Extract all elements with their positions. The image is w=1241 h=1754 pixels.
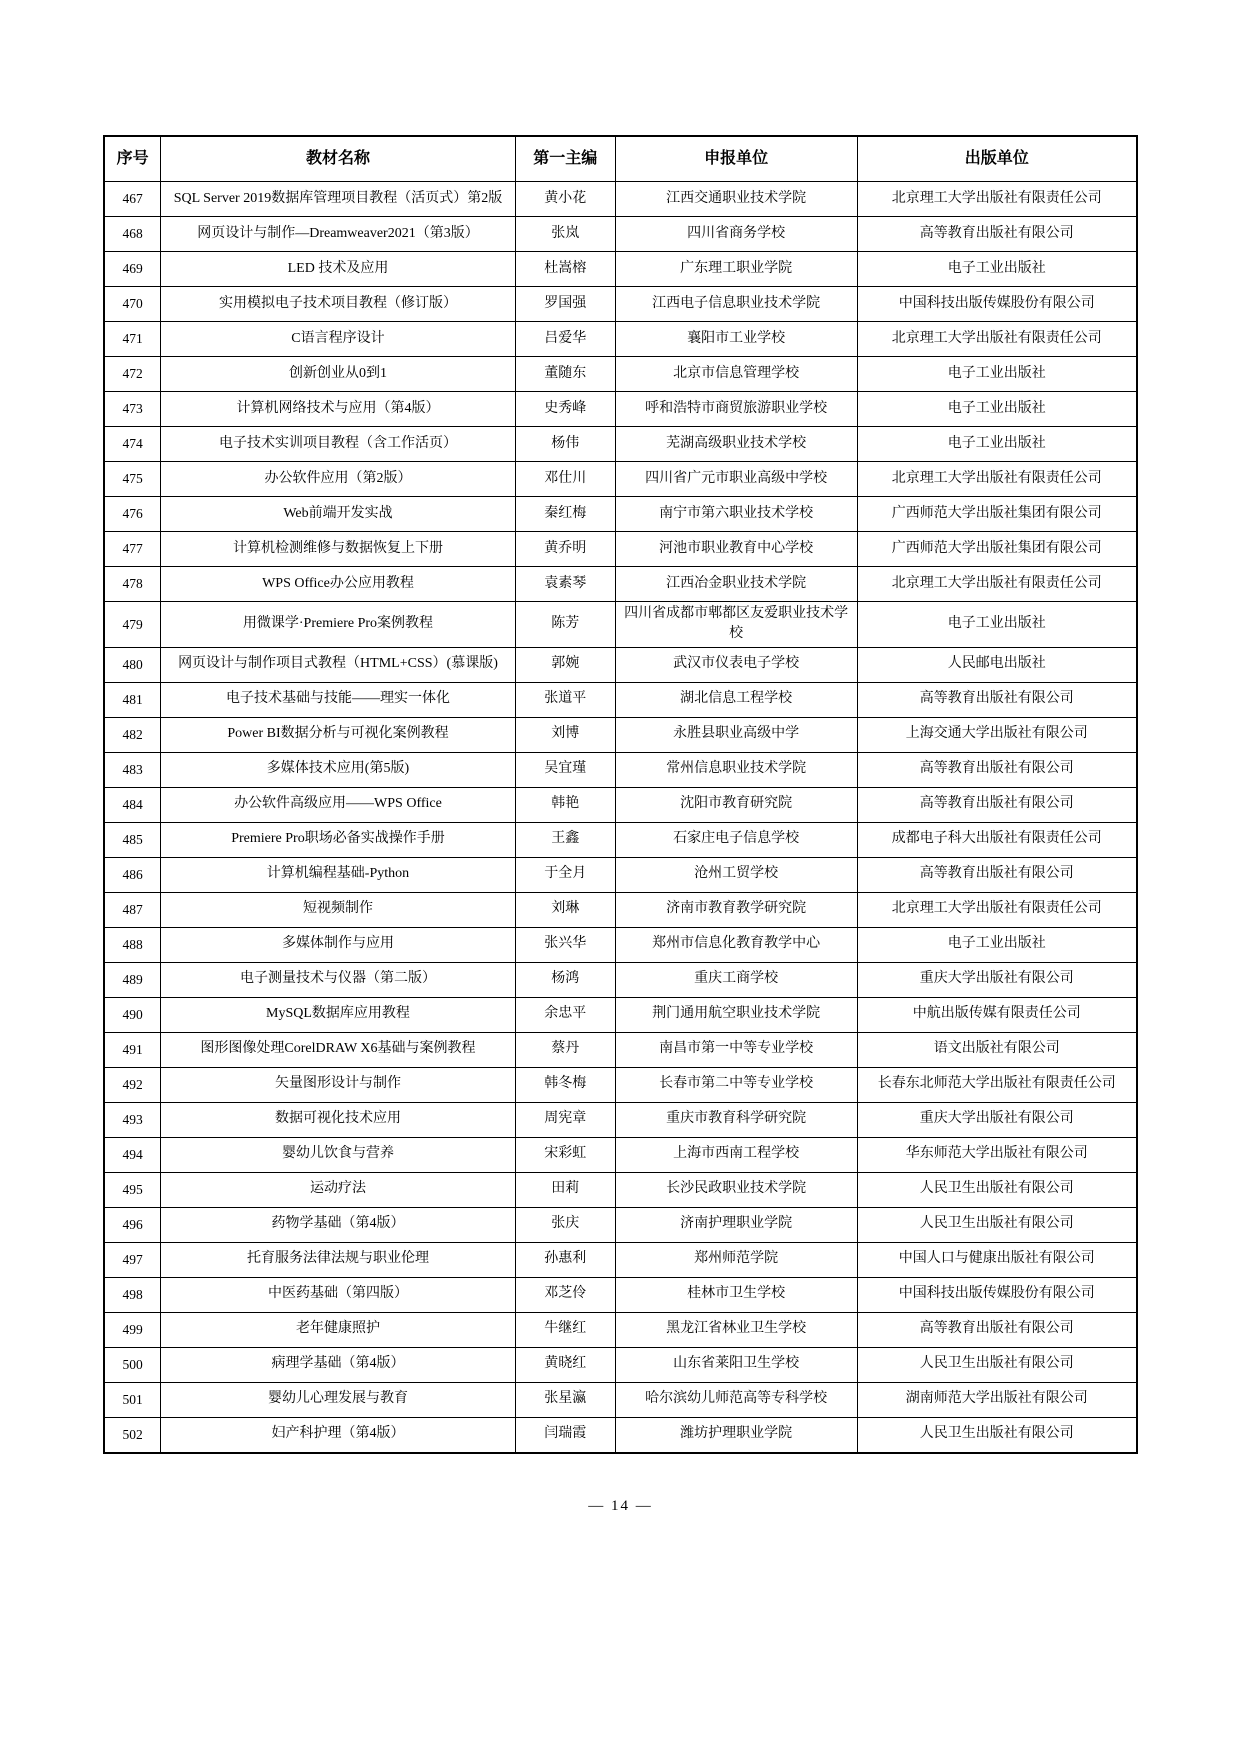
cell-title: 矢量图形设计与制作 xyxy=(161,1067,515,1102)
cell-publisher: 语文出版社有限公司 xyxy=(857,1032,1137,1067)
cell-org: 南昌市第一中等专业学校 xyxy=(615,1032,857,1067)
table-row xyxy=(104,497,1137,532)
cell-editor: 郭婉 xyxy=(515,647,615,682)
table-row xyxy=(104,532,1137,567)
cell-title: 运动疗法 xyxy=(161,1172,515,1207)
cell-no: 479 xyxy=(104,602,161,648)
cell-no: 484 xyxy=(104,787,161,822)
cell-publisher: 电子工业出版社 xyxy=(857,602,1137,648)
cell-org: 永胜县职业高级中学 xyxy=(615,717,857,752)
cell-org: 四川省广元市职业高级中学校 xyxy=(615,462,857,497)
table-row xyxy=(104,1137,1137,1172)
cell-no: 491 xyxy=(104,1032,161,1067)
cell-editor: 秦红梅 xyxy=(515,497,615,532)
cell-title: 创新创业从0到1 xyxy=(161,357,515,392)
cell-editor: 黄小花 xyxy=(515,182,615,217)
cell-publisher: 高等教育出版社有限公司 xyxy=(857,217,1137,252)
cell-title: 实用模拟电子技术项目教程（修订版） xyxy=(161,287,515,322)
cell-org: 四川省商务学校 xyxy=(615,217,857,252)
cell-title: 婴幼儿饮食与营养 xyxy=(161,1137,515,1172)
cell-org: 石家庄电子信息学校 xyxy=(615,822,857,857)
cell-org: 江西交通职业技术学院 xyxy=(615,182,857,217)
cell-org: 河池市职业教育中心学校 xyxy=(615,532,857,567)
cell-no: 472 xyxy=(104,357,161,392)
table-row xyxy=(104,602,1137,648)
table-row xyxy=(104,717,1137,752)
cell-editor: 黄乔明 xyxy=(515,532,615,567)
table-row xyxy=(104,752,1137,787)
cell-title: 图形图像处理CorelDRAW X6基础与案例教程 xyxy=(161,1032,515,1067)
cell-title: Web前端开发实战 xyxy=(161,497,515,532)
cell-title: 药物学基础（第4版） xyxy=(161,1207,515,1242)
cell-org: 武汉市仪表电子学校 xyxy=(615,647,857,682)
cell-publisher: 人民邮电出版社 xyxy=(857,647,1137,682)
cell-org: 重庆市教育科学研究院 xyxy=(615,1102,857,1137)
cell-title: 电子技术实训项目教程（含工作活页） xyxy=(161,427,515,462)
cell-publisher: 电子工业出版社 xyxy=(857,427,1137,462)
cell-org: 芜湖高级职业技术学校 xyxy=(615,427,857,462)
cell-publisher: 中国科技出版传媒股份有限公司 xyxy=(857,287,1137,322)
cell-no: 482 xyxy=(104,717,161,752)
cell-editor: 张兴华 xyxy=(515,927,615,962)
cell-no: 499 xyxy=(104,1312,161,1347)
cell-editor: 董随东 xyxy=(515,357,615,392)
cell-editor: 张庆 xyxy=(515,1207,615,1242)
cell-editor: 蔡丹 xyxy=(515,1032,615,1067)
cell-publisher: 上海交通大学出版社有限公司 xyxy=(857,717,1137,752)
cell-no: 496 xyxy=(104,1207,161,1242)
table-row xyxy=(104,647,1137,682)
cell-org: 沈阳市教育研究院 xyxy=(615,787,857,822)
cell-title: WPS Office办公应用教程 xyxy=(161,567,515,602)
cell-publisher: 人民卫生出版社有限公司 xyxy=(857,1347,1137,1382)
cell-publisher: 重庆大学出版社有限公司 xyxy=(857,1102,1137,1137)
header-applicant-unit: 申报单位 xyxy=(615,136,857,182)
cell-no: 497 xyxy=(104,1242,161,1277)
page-number: — 14 — xyxy=(588,1498,653,1514)
cell-publisher: 人民卫生出版社有限公司 xyxy=(857,1417,1137,1453)
header-serial-number: 序号 xyxy=(104,136,161,182)
cell-no: 467 xyxy=(104,182,161,217)
cell-editor: 吴宜瑾 xyxy=(515,752,615,787)
cell-org: 长沙民政职业技术学院 xyxy=(615,1172,857,1207)
cell-editor: 史秀峰 xyxy=(515,392,615,427)
cell-org: 北京市信息管理学校 xyxy=(615,357,857,392)
cell-no: 500 xyxy=(104,1347,161,1382)
cell-no: 469 xyxy=(104,252,161,287)
cell-publisher: 电子工业出版社 xyxy=(857,252,1137,287)
cell-title: SQL Server 2019数据库管理项目教程（活页式）第2版 xyxy=(161,182,515,217)
cell-title: 用微课学·Premiere Pro案例教程 xyxy=(161,602,515,648)
cell-publisher: 高等教育出版社有限公司 xyxy=(857,752,1137,787)
cell-no: 493 xyxy=(104,1102,161,1137)
table-row xyxy=(104,1207,1137,1242)
cell-no: 487 xyxy=(104,892,161,927)
cell-publisher: 广西师范大学出版社集团有限公司 xyxy=(857,532,1137,567)
cell-editor: 于全月 xyxy=(515,857,615,892)
cell-title: 托育服务法律法规与职业伦理 xyxy=(161,1242,515,1277)
cell-org: 济南护理职业学院 xyxy=(615,1207,857,1242)
cell-publisher: 北京理工大学出版社有限责任公司 xyxy=(857,182,1137,217)
cell-publisher: 高等教育出版社有限公司 xyxy=(857,682,1137,717)
cell-publisher: 中国人口与健康出版社有限公司 xyxy=(857,1242,1137,1277)
table-row xyxy=(104,322,1137,357)
cell-org: 常州信息职业技术学院 xyxy=(615,752,857,787)
cell-publisher: 北京理工大学出版社有限责任公司 xyxy=(857,322,1137,357)
table-row xyxy=(104,287,1137,322)
cell-editor: 张道平 xyxy=(515,682,615,717)
table-row xyxy=(104,997,1137,1032)
cell-org: 哈尔滨幼儿师范高等专科学校 xyxy=(615,1382,857,1417)
cell-publisher: 高等教育出版社有限公司 xyxy=(857,787,1137,822)
header-publisher-unit: 出版单位 xyxy=(857,136,1137,182)
cell-editor: 罗国强 xyxy=(515,287,615,322)
cell-no: 483 xyxy=(104,752,161,787)
cell-publisher: 重庆大学出版社有限公司 xyxy=(857,962,1137,997)
cell-title: MySQL数据库应用教程 xyxy=(161,997,515,1032)
cell-no: 486 xyxy=(104,857,161,892)
cell-no: 478 xyxy=(104,567,161,602)
cell-title: 网页设计与制作项目式教程（HTML+CSS）(慕课版) xyxy=(161,647,515,682)
cell-no: 481 xyxy=(104,682,161,717)
cell-title: 短视频制作 xyxy=(161,892,515,927)
table-body xyxy=(104,182,1137,1453)
cell-title: 办公软件高级应用——WPS Office xyxy=(161,787,515,822)
cell-org: 湖北信息工程学校 xyxy=(615,682,857,717)
cell-editor: 张岚 xyxy=(515,217,615,252)
cell-title: LED 技术及应用 xyxy=(161,252,515,287)
cell-publisher: 电子工业出版社 xyxy=(857,357,1137,392)
cell-publisher: 中航出版传媒有限责任公司 xyxy=(857,997,1137,1032)
table-row xyxy=(104,1312,1137,1347)
cell-publisher: 中国科技出版传媒股份有限公司 xyxy=(857,1277,1137,1312)
table-row xyxy=(104,252,1137,287)
cell-title: 计算机编程基础-Python xyxy=(161,857,515,892)
cell-editor: 韩艳 xyxy=(515,787,615,822)
cell-org: 荆门通用航空职业技术学院 xyxy=(615,997,857,1032)
cell-title: 计算机网络技术与应用（第4版） xyxy=(161,392,515,427)
cell-editor: 闫瑞霞 xyxy=(515,1417,615,1453)
cell-publisher: 北京理工大学出版社有限责任公司 xyxy=(857,892,1137,927)
cell-title: Premiere Pro职场必备实战操作手册 xyxy=(161,822,515,857)
cell-org: 郑州师范学院 xyxy=(615,1242,857,1277)
cell-editor: 刘博 xyxy=(515,717,615,752)
cell-no: 492 xyxy=(104,1067,161,1102)
table-row xyxy=(104,1172,1137,1207)
cell-publisher: 长春东北师范大学出版社有限责任公司 xyxy=(857,1067,1137,1102)
cell-title: 病理学基础（第4版） xyxy=(161,1347,515,1382)
cell-org: 山东省莱阳卫生学校 xyxy=(615,1347,857,1382)
cell-title: C语言程序设计 xyxy=(161,322,515,357)
cell-title: 婴幼儿心理发展与教育 xyxy=(161,1382,515,1417)
table-row xyxy=(104,462,1137,497)
cell-publisher: 高等教育出版社有限公司 xyxy=(857,857,1137,892)
cell-editor: 孙惠利 xyxy=(515,1242,615,1277)
cell-editor: 牛继红 xyxy=(515,1312,615,1347)
cell-no: 471 xyxy=(104,322,161,357)
cell-title: 多媒体制作与应用 xyxy=(161,927,515,962)
table-row xyxy=(104,1067,1137,1102)
header-first-editor: 第一主编 xyxy=(515,136,615,182)
cell-org: 沧州工贸学校 xyxy=(615,857,857,892)
cell-org: 广东理工职业学院 xyxy=(615,252,857,287)
table-row xyxy=(104,1242,1137,1277)
cell-org: 南宁市第六职业技术学校 xyxy=(615,497,857,532)
cell-editor: 陈芳 xyxy=(515,602,615,648)
cell-publisher: 湖南师范大学出版社有限公司 xyxy=(857,1382,1137,1417)
cell-title: 计算机检测维修与数据恢复上下册 xyxy=(161,532,515,567)
cell-no: 485 xyxy=(104,822,161,857)
cell-editor: 杜嵩榕 xyxy=(515,252,615,287)
cell-title: 电子测量技术与仪器（第二版） xyxy=(161,962,515,997)
table-row xyxy=(104,682,1137,717)
cell-org: 济南市教育教学研究院 xyxy=(615,892,857,927)
cell-editor: 杨伟 xyxy=(515,427,615,462)
cell-title: 中医药基础（第四版） xyxy=(161,1277,515,1312)
cell-editor: 刘琳 xyxy=(515,892,615,927)
cell-org: 潍坊护理职业学院 xyxy=(615,1417,857,1453)
cell-org: 桂林市卫生学校 xyxy=(615,1277,857,1312)
table-row xyxy=(104,1102,1137,1137)
cell-title: Power BI数据分析与可视化案例教程 xyxy=(161,717,515,752)
cell-editor: 邓芝伶 xyxy=(515,1277,615,1312)
cell-no: 477 xyxy=(104,532,161,567)
cell-org: 上海市西南工程学校 xyxy=(615,1137,857,1172)
table-row xyxy=(104,822,1137,857)
cell-title: 电子技术基础与技能——理实一体化 xyxy=(161,682,515,717)
cell-editor: 吕爱华 xyxy=(515,322,615,357)
cell-no: 475 xyxy=(104,462,161,497)
table-header-row xyxy=(104,136,1137,182)
cell-publisher: 人民卫生出版社有限公司 xyxy=(857,1207,1137,1242)
cell-org: 襄阳市工业学校 xyxy=(615,322,857,357)
cell-no: 473 xyxy=(104,392,161,427)
cell-org: 江西电子信息职业技术学院 xyxy=(615,287,857,322)
cell-publisher: 电子工业出版社 xyxy=(857,927,1137,962)
cell-publisher: 华东师范大学出版社有限公司 xyxy=(857,1137,1137,1172)
cell-no: 490 xyxy=(104,997,161,1032)
cell-title: 老年健康照护 xyxy=(161,1312,515,1347)
table-row xyxy=(104,962,1137,997)
table-row xyxy=(104,787,1137,822)
cell-editor: 张星瀛 xyxy=(515,1382,615,1417)
cell-org: 长春市第二中等专业学校 xyxy=(615,1067,857,1102)
textbook-list-table xyxy=(103,135,1138,1454)
cell-no: 495 xyxy=(104,1172,161,1207)
table-row xyxy=(104,217,1137,252)
header-textbook-name: 教材名称 xyxy=(161,136,515,182)
cell-no: 470 xyxy=(104,287,161,322)
cell-editor: 袁素琴 xyxy=(515,567,615,602)
cell-editor: 黄晓红 xyxy=(515,1347,615,1382)
cell-org: 四川省成都市郫都区友爱职业技术学校 xyxy=(615,602,857,648)
table-row xyxy=(104,1417,1137,1453)
cell-no: 498 xyxy=(104,1277,161,1312)
cell-editor: 余忠平 xyxy=(515,997,615,1032)
table-row xyxy=(104,392,1137,427)
cell-publisher: 北京理工大学出版社有限责任公司 xyxy=(857,462,1137,497)
cell-no: 474 xyxy=(104,427,161,462)
cell-editor: 田莉 xyxy=(515,1172,615,1207)
cell-editor: 杨鸿 xyxy=(515,962,615,997)
cell-title: 多媒体技术应用(第5版) xyxy=(161,752,515,787)
cell-no: 488 xyxy=(104,927,161,962)
cell-editor: 韩冬梅 xyxy=(515,1067,615,1102)
cell-publisher: 广西师范大学出版社集团有限公司 xyxy=(857,497,1137,532)
cell-org: 重庆工商学校 xyxy=(615,962,857,997)
cell-editor: 王鑫 xyxy=(515,822,615,857)
textbook-list-table-container xyxy=(103,135,1138,1454)
cell-no: 468 xyxy=(104,217,161,252)
cell-editor: 邓仕川 xyxy=(515,462,615,497)
cell-no: 501 xyxy=(104,1382,161,1417)
table-row xyxy=(104,1032,1137,1067)
cell-publisher: 成都电子科大出版社有限责任公司 xyxy=(857,822,1137,857)
cell-no: 480 xyxy=(104,647,161,682)
cell-publisher: 北京理工大学出版社有限责任公司 xyxy=(857,567,1137,602)
cell-publisher: 人民卫生出版社有限公司 xyxy=(857,1172,1137,1207)
table-row xyxy=(104,1347,1137,1382)
table-row xyxy=(104,927,1137,962)
table-row xyxy=(104,182,1137,217)
cell-no: 494 xyxy=(104,1137,161,1172)
cell-title: 网页设计与制作—Dreamweaver2021（第3版） xyxy=(161,217,515,252)
table-row xyxy=(104,892,1137,927)
table-row xyxy=(104,357,1137,392)
cell-publisher: 电子工业出版社 xyxy=(857,392,1137,427)
table-row xyxy=(104,427,1137,462)
table-row xyxy=(104,1382,1137,1417)
cell-no: 476 xyxy=(104,497,161,532)
cell-org: 江西冶金职业技术学院 xyxy=(615,567,857,602)
cell-org: 黑龙江省林业卫生学校 xyxy=(615,1312,857,1347)
cell-title: 妇产科护理（第4版） xyxy=(161,1417,515,1453)
cell-no: 489 xyxy=(104,962,161,997)
cell-title: 办公软件应用（第2版） xyxy=(161,462,515,497)
cell-org: 郑州市信息化教育教学中心 xyxy=(615,927,857,962)
cell-editor: 宋彩虹 xyxy=(515,1137,615,1172)
table-row xyxy=(104,567,1137,602)
cell-title: 数据可视化技术应用 xyxy=(161,1102,515,1137)
table-row xyxy=(104,1277,1137,1312)
cell-org: 呼和浩特市商贸旅游职业学校 xyxy=(615,392,857,427)
cell-no: 502 xyxy=(104,1417,161,1453)
table-row xyxy=(104,857,1137,892)
cell-publisher: 高等教育出版社有限公司 xyxy=(857,1312,1137,1347)
cell-editor: 周宪章 xyxy=(515,1102,615,1137)
